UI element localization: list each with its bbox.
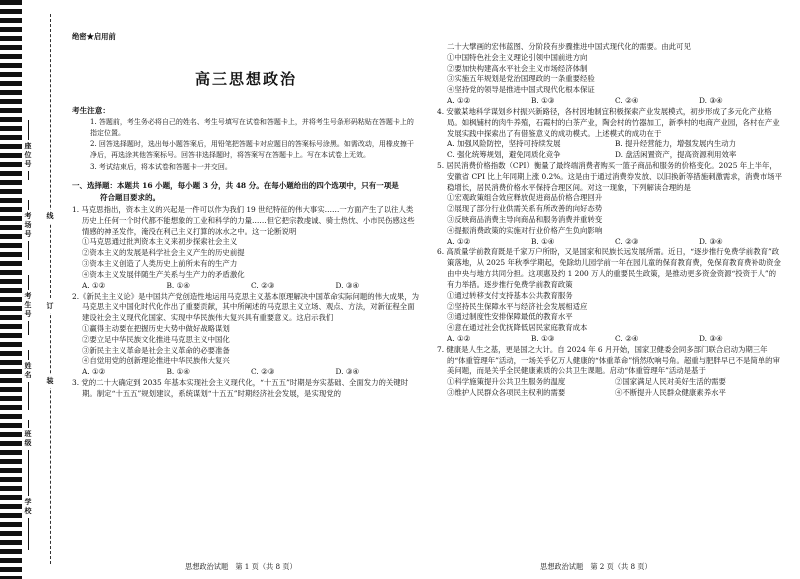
statement: ②要立足中华民族文化推进马克思主义中国化 bbox=[82, 334, 230, 344]
statement: ②资本主义的发展是科学社会主义产生的历史前提 bbox=[82, 248, 245, 258]
choice-b: B. ①③ bbox=[531, 96, 555, 106]
notice-list bbox=[72, 117, 420, 174]
choice-d: D. ③④ bbox=[699, 333, 723, 343]
choice-d: D. ③④ bbox=[335, 367, 360, 377]
choice-c: C. 强化统筹规划，避免同质化竞争 bbox=[447, 150, 561, 160]
statement: ②坚持民生保障水平与经济社会发展相适应 bbox=[447, 301, 588, 311]
statement: ④不断提升人民群众健康素养水平 bbox=[615, 388, 726, 397]
question-1 bbox=[72, 205, 420, 292]
class-label: 班级 bbox=[24, 430, 33, 448]
statement: ④资本主义发展伴随生产关系与生产力的矛盾激化 bbox=[82, 269, 245, 279]
statements-grid bbox=[437, 377, 783, 399]
seat-no-label: 座位号 bbox=[24, 142, 33, 169]
statement: ③资本主义创造了人类历史上前所未有的生产力 bbox=[82, 259, 238, 269]
choice-a: A. ①② bbox=[447, 96, 471, 106]
statement: ③实施五年规划是党治国理政的一条重要经验 bbox=[447, 74, 595, 84]
question-stem: 3. 党的二十大确定到 2035 年基本实现社会主义现代化，“十五五”时期是夯实基础、全面发力的关键时期。制定“十五五”规划建议，系统谋划“十五五”时期经济社会发展，是实现党的 bbox=[72, 378, 409, 398]
answer-choices bbox=[437, 237, 783, 248]
choice-d: D. 盘活闲置资产，提高资源利用效率 bbox=[615, 150, 737, 160]
question-stem: 1. 马克思指出，资本主义的兴起是一件可以作为我们 19 世纪特征的伟大事实……一方面产生了以往人类历史上任何一个时代都不能想象的工业和科学的力量……但它把宗教虔诚、骑士热忱、小市民伤感这些情感的神圣发作，淹没在利己主义打算的冰水之中。这一论断说明 bbox=[72, 205, 415, 236]
name-label: 姓名 bbox=[24, 362, 33, 380]
question-6 bbox=[437, 247, 783, 344]
choice-d: D. ③④ bbox=[335, 280, 360, 290]
statement: ①科学施策提升公共卫生服务的温度 bbox=[447, 377, 566, 387]
statement: ④坚持党的领导是推进中国式现代化根本保证 bbox=[447, 85, 595, 95]
choice-b: B. 提升经营能力，增强发展内生动力 bbox=[615, 139, 736, 149]
question-3-continued bbox=[437, 42, 783, 107]
statement: ①赢得主动要在把握历史大势中做好战略谋划 bbox=[82, 323, 230, 333]
choice-d: D. ③④ bbox=[699, 236, 723, 246]
choice-a: A. ①② bbox=[82, 280, 106, 290]
choice-a: A. 加强风险防控，坚持可持续发展 bbox=[447, 139, 561, 149]
section-heading: 一、选择题：本题共 16 小题，每小题 3 分，共 48 分。在每小题给出的四个选项中，只有一项是 bbox=[72, 181, 399, 191]
seal-line bbox=[50, 14, 51, 564]
answer-choices bbox=[437, 334, 783, 345]
statement: ④自觉用党的创新理论推进中华民族伟大复兴 bbox=[82, 356, 230, 366]
statement: ②展现了部分行业供需关系有所改善的向好态势 bbox=[447, 204, 603, 214]
question-4 bbox=[437, 107, 783, 161]
choice-a: A. ①② bbox=[82, 367, 106, 377]
statement: ④提振消费政策的实施对行业价格产生负向影响 bbox=[447, 225, 603, 235]
section-heading-cont: 符合题目要求的。 bbox=[100, 193, 160, 203]
question-stem: 5. 居民消费价格指数（CPI）衡量了最终端消费者购买一篮子商品和服务的价格变化。2025 年上半年，安徽省 CPI 比上年同期上涨 0.2%。这是由于通过消费券发放、以旧换新等措施刺激需求，消费市场平稳增长，居民消费价格水平保持合理区间。对这一现象，下列解读合理的是 bbox=[437, 160, 783, 192]
question-stem: 二十大擘画的宏伟蓝图、分阶段有步骤推进中国式现代化的需要。由此可见 bbox=[447, 42, 691, 51]
binding-stripe bbox=[0, 0, 22, 579]
statement: ①中国特色社会主义理论引领中国前进方向 bbox=[447, 52, 588, 62]
footer-right: 思想政治试题 第 2 页（共 8 页） bbox=[540, 562, 652, 571]
question-2 bbox=[72, 292, 420, 379]
question-stem: 7. 健康是人生之基，更是国之大计。自 2024 年 6 月开始，国家卫健委会同多部门联合启动为期三年的“体重管理年”活动，一场关乎亿万人健康的“体重革命”悄然吹响号角。超重与肥胖早已不是简单的审美问题，而是关乎全民健康素质的公共卫生课题。启动“体重管理年”活动是基于 bbox=[437, 344, 780, 376]
choice-c: C. ②③ bbox=[251, 280, 275, 290]
school-label: 学校 bbox=[24, 498, 33, 516]
right-column bbox=[437, 42, 783, 399]
notice-item: 1. 答题前，考生务必将自己的姓名、考生号填写在试卷和答题卡上，并将考生号条形码粘贴在答题卡上的指定位置。 bbox=[90, 117, 414, 137]
secret-mark: 绝密★启用前 bbox=[72, 32, 116, 41]
left-column bbox=[72, 32, 420, 400]
answer-choices bbox=[437, 139, 783, 161]
statement: ③维护人民群众各项民主权利的需要 bbox=[447, 388, 566, 397]
exam-no-label: 考生号 bbox=[24, 292, 33, 319]
seal-char-ding: 订 bbox=[46, 302, 55, 311]
seal-char-zhuang: 装 bbox=[46, 377, 55, 386]
page-title: 高三思想政治 bbox=[194, 69, 297, 88]
question-5 bbox=[437, 161, 783, 248]
question-7 bbox=[437, 345, 783, 399]
choice-d: D. ③④ bbox=[699, 96, 723, 106]
question-3 bbox=[72, 378, 420, 400]
statement: ①通过转移支付支持基本公共教育服务 bbox=[447, 290, 573, 300]
statement: ③通过制度性安排保障最低的教育水平 bbox=[447, 312, 573, 322]
notice-item: 3. 考试结束后，将本试卷和答题卡一并交回。 bbox=[90, 163, 232, 172]
seal-char-xian: 线 bbox=[46, 212, 55, 221]
notice-item: 2. 回答选择题时，选出每小题答案后，用铅笔把答题卡对应题目的答案标号涂黑。如需改动，用橡皮擦干净后，再选涂其他答案标号。回答非选择题时，将答案写在答题卡上。写在本试卷上无效。 bbox=[90, 140, 414, 160]
choice-b: B. ①④ bbox=[531, 236, 555, 246]
question-stem: 6. 高质量学前教育既是千家万户所盼，又是国家和民族长远发展所需。近日，“逐步推行免费学前教育”政策落地，从 2025 年秋季学期起，免除幼儿园学前一年在园儿童的保育教育费，免保育教育费补助资金由中央与地方共同分担。这项惠及约 1 200 万人的重要民生政策，是推动更多资金资源“投资于人”的有力举措。逐步推行免费学前教育政策 bbox=[437, 247, 781, 289]
statement: ①马克思通过批判资本主义来初步探索社会主义 bbox=[82, 237, 238, 247]
statement: ①宏观政策组合效应释放促进商品价格合理回升 bbox=[447, 193, 603, 203]
choice-c: C. ②④ bbox=[615, 96, 639, 106]
choice-a: A. ①② bbox=[447, 236, 471, 246]
footer-left: 思想政治试题 第 1 页（共 8 页） bbox=[185, 562, 297, 571]
question-stem: 4. 安徽某地科学谋划乡村振兴新路径，各村因地制宜积极探索产业发展模式，初步形成了多元化产业格局。如枫铺村的肉牛养殖，石霞村的白茶产业，陶会村的竹器加工，新季村的电商产业园，各村在产业发展实践中探索出了有借鉴意义的成功模式。上述模式的成功在于 bbox=[437, 106, 780, 138]
room-no-label: 考场号 bbox=[24, 212, 33, 239]
statement: ③新民主主义革命是社会主义革命的必要准备 bbox=[82, 345, 230, 355]
choice-b: B. ①④ bbox=[166, 367, 190, 377]
answer-choices bbox=[72, 367, 420, 378]
choice-b: B. ①③ bbox=[531, 333, 555, 343]
choice-c: C. ②③ bbox=[251, 367, 275, 377]
choice-c: C. ②④ bbox=[615, 333, 639, 343]
choice-c: C. ②③ bbox=[615, 236, 639, 246]
answer-choices bbox=[437, 96, 783, 107]
statement: ③反映商品消费主导向商品和服务消费并重转变 bbox=[447, 215, 603, 224]
notice-heading: 考生注意： bbox=[72, 105, 110, 115]
answer-choices bbox=[72, 281, 420, 292]
statement: ②国家满足人民对美好生活的需要 bbox=[615, 377, 726, 387]
statement: ④意在通过社会优抚降低居民家庭教育成本 bbox=[447, 323, 588, 333]
choice-a: A. ①② bbox=[447, 333, 471, 343]
choice-b: B. ①④ bbox=[166, 280, 190, 290]
question-stem: 2.《新民主主义论》是中国共产党创造性地运用马克思主义基本原理解决中国革命实际问题的伟大成果，为马克思主义中国化时代化作出了重要贡献，其中所阐述的马克思主义立场、观点、方法，对新征程全面建设社会主义现代化国家、实现中华民族伟大复兴具有重要意义。这启示我们 bbox=[72, 291, 420, 323]
statement: ②要加快构建高水平社会主义市场经济体制 bbox=[447, 63, 588, 73]
